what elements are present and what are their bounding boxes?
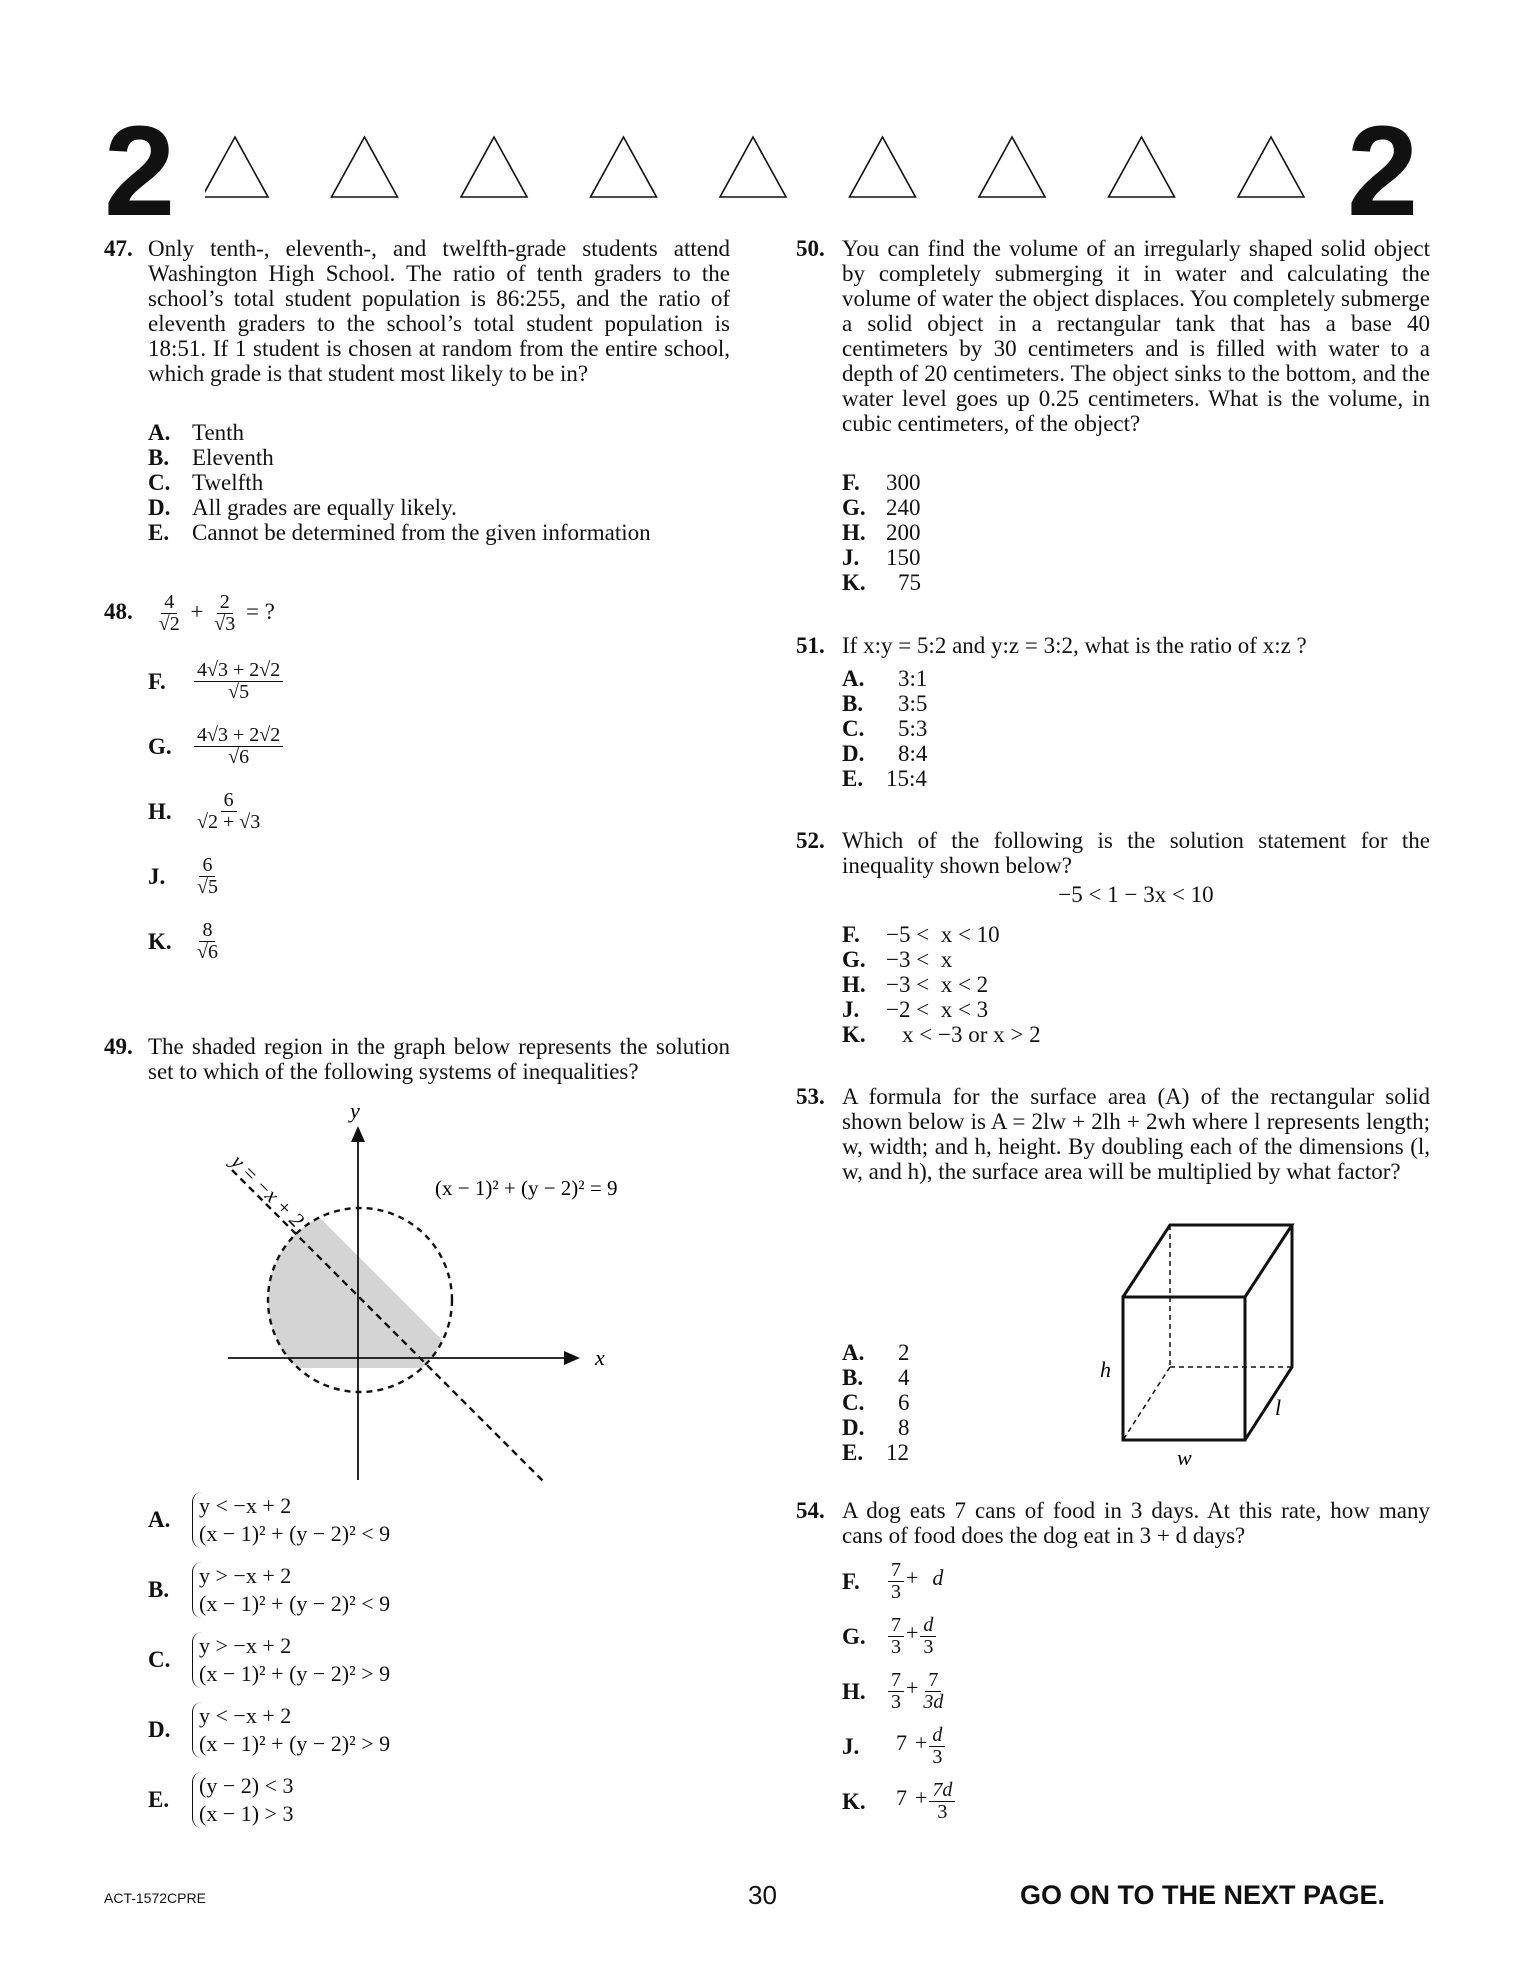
fraction: $\frac{7}{3d}$ <box>923 1669 944 1713</box>
option-h[interactable]: H. 200 <box>842 520 921 545</box>
y-axis-arrow-icon <box>351 1126 365 1142</box>
question-text: If x:y = 5:2 and y:z = 3:2, what is the ratio of x:z ? <box>842 633 1307 658</box>
triangle-row <box>205 135 1305 205</box>
question-text: A dog eats 7 cans of food in 3 days. At this rate, how many cans of food does the dog eat in 3 + d days? <box>842 1498 1430 1548</box>
option-f[interactable]: F. $\frac{4√3 + 2√2}{√5}$ <box>148 660 285 725</box>
y-axis-label: y <box>350 1108 360 1123</box>
question-49 <box>104 1034 730 1084</box>
width-label: w <box>1177 1445 1192 1470</box>
question-number: 50. <box>796 236 825 261</box>
fraction: $\frac{4√3 + 2√2}{√6}$ <box>194 725 283 768</box>
option-j[interactable]: J. 150 <box>842 545 921 570</box>
triangle-icon <box>591 137 657 197</box>
question-47 <box>104 236 730 386</box>
height-label: h <box>1100 1357 1111 1382</box>
option-j[interactable]: J. $\frac{6}{√5}$ <box>148 855 285 920</box>
option-a[interactable]: A. y < −x + 2 (x − 1)² + (y − 2)² < 9 <box>148 1493 391 1546</box>
q51-options <box>842 666 927 791</box>
option-g[interactable]: G. $\frac{4√3 + 2√2}{√6}$ <box>148 725 285 790</box>
option-j[interactable]: J. −2 < x < 3 <box>842 997 989 1022</box>
fraction: $\frac{7d}{3}$ <box>929 1780 955 1823</box>
option-k[interactable]: K. x < −3 or x > 2 <box>842 1022 1041 1047</box>
question-48: 48. $\frac{4}{√2}$ + $\frac{2}{√3}$ = ? <box>104 591 275 635</box>
triangle-icon <box>461 137 527 197</box>
fraction: $\frac{d}{3}$ <box>920 1615 936 1658</box>
option-h[interactable]: H. $\frac{7}{3}$ + $\frac{7}{3d}$ <box>842 1670 957 1725</box>
question-text: A formula for the surface area (A) of the rectangular solid shown below is A = 2lw + 2lh + 2wh where l represents length; w, width; and h, height. By doubling each of the dimensions (l, w, and h), the surface area will be multiplied by what factor? <box>842 1084 1430 1184</box>
question-number: 49. <box>104 1034 133 1059</box>
shaded-region <box>210 1108 470 1368</box>
section-number-left: 2 <box>104 100 176 243</box>
option-e[interactable]: E. (y − 2) < 3 (x − 1) > 3 <box>148 1773 294 1826</box>
option-k[interactable]: K. 75 <box>842 570 921 595</box>
fraction: $\frac{4}{√2}$ <box>158 591 180 635</box>
q53-options <box>842 1340 910 1465</box>
form-code: ACT-1572CPRE <box>104 1890 206 1906</box>
option-d[interactable]: D. 8 <box>842 1415 910 1440</box>
triangle-icon <box>979 137 1045 197</box>
option-c[interactable]: C. 5:3 <box>842 716 928 741</box>
triangle-icon <box>1238 137 1304 197</box>
option-b[interactable]: B. 3:5 <box>842 691 928 716</box>
option-b[interactable]: B. Eleventh <box>148 445 274 470</box>
fraction: $\frac{6}{√2 + √3}$ <box>197 789 261 833</box>
length-label: l <box>1275 1395 1282 1420</box>
fraction: $\frac{7}{3}$ <box>888 1615 904 1658</box>
option-e[interactable]: E. 12 <box>842 1440 909 1465</box>
solid-side-face <box>1245 1225 1292 1440</box>
question-number: 48. <box>104 598 133 624</box>
option-g[interactable]: G. 240 <box>842 495 921 520</box>
option-b[interactable]: B. y > −x + 2 (x − 1)² + (y − 2)² < 9 <box>148 1563 391 1616</box>
fraction: $\frac{2}{√3}$ <box>214 591 236 635</box>
option-a[interactable]: A. Tenth <box>148 420 245 445</box>
question-text: Which of the following is the solution statement for the inequality shown below? <box>842 828 1430 878</box>
option-e[interactable]: E. Cannot be determined from the given information <box>148 520 651 545</box>
triangle-icon <box>205 137 268 197</box>
option-j[interactable]: J. 7 + $\frac{d}{3}$ <box>842 1725 957 1780</box>
page-number: 30 <box>748 1880 777 1910</box>
fraction: $\frac{8}{√6}$ <box>197 919 218 963</box>
question-number: 52. <box>796 828 825 853</box>
option-c[interactable]: C. 6 <box>842 1390 910 1415</box>
question-51 <box>796 633 1430 658</box>
solid-front-face <box>1123 1297 1245 1440</box>
triangle-icon <box>850 137 916 197</box>
option-b[interactable]: B. 4 <box>842 1365 910 1390</box>
inequality-system: y < −x + 2 (x − 1)² + (y − 2)² > 9 <box>192 1702 390 1758</box>
question-text: Only tenth-, eleventh-, and twelfth-grade students attend Washington High School. The ratio of tenth graders to the school’s total student population is 86:255, and the ratio of eleventh graders to the school’s total student population is 18:51. If 1 student is chosen at random from the entire school, which grade is that student most likely to be in? <box>148 236 730 386</box>
triangle-icon <box>332 137 398 197</box>
inequality-system: y > −x + 2 (x − 1)² + (y − 2)² < 9 <box>192 1562 390 1618</box>
question-number: 51. <box>796 633 825 658</box>
circle-label: (x − 1)² + (y − 2)² = 9 <box>435 1176 618 1200</box>
option-d[interactable]: D. y < −x + 2 (x − 1)² + (y − 2)² > 9 <box>148 1703 391 1756</box>
question-number: 54. <box>796 1498 825 1523</box>
option-e[interactable]: E. 15:4 <box>842 766 927 791</box>
fraction: $\frac{7}{3}$ <box>888 1670 904 1713</box>
question-number: 47. <box>104 236 133 261</box>
triangle-icon <box>720 137 786 197</box>
question-text: You can find the volume of an irregularly shaped solid object by completely submerging it in water and calculating the volume of water the object displaces. You completely submerge a solid object in a rectangular tank that has a base 40 centimeters by 30 centimeters and is filled with water to a depth of 20 centimeters. The object sinks to the bottom, and the water level goes up 0.25 centimeters. What is the volume, in cubic centimeters, of the object? <box>842 236 1430 436</box>
q52-options <box>842 922 1041 1047</box>
question-number: 53. <box>796 1084 825 1109</box>
x-axis-arrow-icon <box>564 1351 580 1365</box>
option-d[interactable]: D. All grades are equally likely. <box>148 495 457 520</box>
q47-options <box>148 420 651 545</box>
question-50 <box>796 236 1430 436</box>
fraction: $\frac{d}{3}$ <box>929 1725 945 1768</box>
option-k[interactable]: K. 7 + $\frac{7d}{3}$ <box>842 1780 957 1835</box>
question-text: The shaded region in the graph below represents the solution set to which of the following systems of inequalities? <box>148 1034 730 1084</box>
rectangular-solid-figure <box>1095 1215 1310 1470</box>
option-f[interactable]: F. $\frac{7}{3}$ + d <box>842 1559 944 1603</box>
option-c[interactable]: C. y > −x + 2 (x − 1)² + (y − 2)² > 9 <box>148 1633 391 1686</box>
inequality-system: (y − 2) < 3 (x − 1) > 3 <box>192 1772 293 1828</box>
question-54 <box>796 1498 1430 1548</box>
option-h[interactable]: H. $\frac{6}{√2 + √3}$ <box>148 790 285 855</box>
triangle-icon <box>1109 137 1175 197</box>
section-number-right: 2 <box>1347 100 1419 243</box>
line-label: y = −x + 2 <box>226 1149 309 1233</box>
option-g[interactable]: G. −3 < x <box>842 947 953 972</box>
option-a[interactable]: A. 3:1 <box>842 666 928 691</box>
option-c[interactable]: C. Twelfth <box>148 470 264 495</box>
q48-options <box>148 660 285 985</box>
option-f[interactable]: F. −5 < x < 10 <box>842 922 1000 947</box>
fraction: $\frac{7}{3}$ <box>888 1560 904 1603</box>
option-d[interactable]: D. 8:4 <box>842 741 928 766</box>
option-k[interactable]: K. $\frac{8}{√6}$ <box>148 920 285 985</box>
q54-options <box>842 1560 957 1835</box>
inequality-system: y > −x + 2 (x − 1)² + (y − 2)² > 9 <box>192 1632 390 1688</box>
inequality-graph <box>210 1108 670 1498</box>
option-g[interactable]: G. $\frac{7}{3}$ + $\frac{d}{3}$ <box>842 1615 957 1670</box>
option-h[interactable]: H. −3 < x < 2 <box>842 972 989 997</box>
x-axis-label: x <box>595 1345 605 1370</box>
option-f[interactable]: F. 300 <box>842 470 921 495</box>
q49-options <box>148 1492 390 1842</box>
fraction: $\frac{4√3 + 2√2}{√5}$ <box>194 660 283 703</box>
inequality-system: y < −x + 2 (x − 1)² + (y − 2)² < 9 <box>192 1492 390 1548</box>
question-53 <box>796 1084 1430 1184</box>
inequality: −5 < 1 − 3x < 10 <box>1058 882 1214 907</box>
question-52 <box>796 828 1430 907</box>
next-page-notice: GO ON TO THE NEXT PAGE. <box>1020 1880 1386 1910</box>
option-a[interactable]: A. 2 <box>842 1340 910 1365</box>
fraction: $\frac{6}{√5}$ <box>197 854 218 898</box>
solid-top-face <box>1123 1225 1292 1297</box>
q50-options <box>842 470 921 595</box>
